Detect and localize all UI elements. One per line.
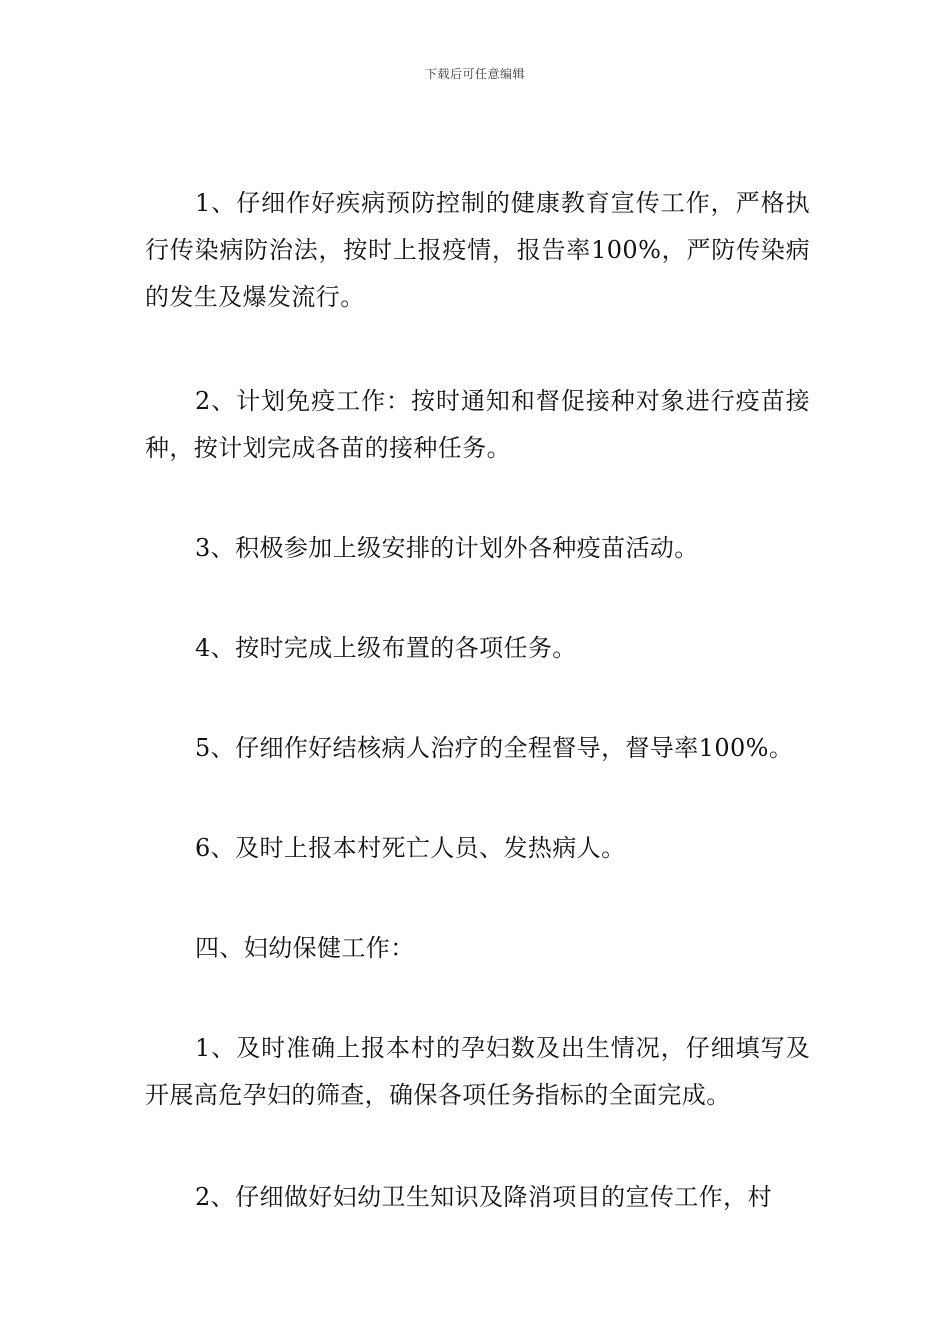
paragraph-immunization: 2、计划免疫工作：按时通知和督促接种对象进行疫苗接种，按计划完成各苗的接种任务。 — [145, 387, 810, 462]
header-note: 下载后可任意编辑 — [424, 67, 525, 81]
paragraph-disease-control: 1、仔细作好疾病预防控制的健康教育宣传工作，严格执行传染病防治法，按时上报疫情，报告率100%，严防传染病的发生及爆发流行。 — [145, 189, 810, 311]
paragraph-health-education: 2、仔细做好妇幼卫生知识及降消项目的宣传工作，村 — [195, 1183, 772, 1211]
paragraph-pregnancy-report: 1、及时准确上报本村的孕妇数及出生情况，仔细填写及开展高危孕妇的筛查，确保各项任务指标的全面完成。 — [145, 1034, 810, 1109]
paragraph-extra-vaccines: 3、积极参加上级安排的计划外各种疫苗活动。 — [195, 534, 699, 562]
document-body — [145, 180, 810, 1221]
section-heading-maternal-child: 四、妇幼保健工作： — [195, 934, 415, 962]
paragraph-tb-supervision: 5、仔细作好结核病人治疗的全程督导，督导率100%。 — [195, 734, 794, 762]
paragraph-death-fever-report: 6、及时上报本村死亡人员、发热病人。 — [195, 834, 626, 862]
paragraph-assigned-tasks: 4、按时完成上级布置的各项任务。 — [195, 634, 577, 662]
